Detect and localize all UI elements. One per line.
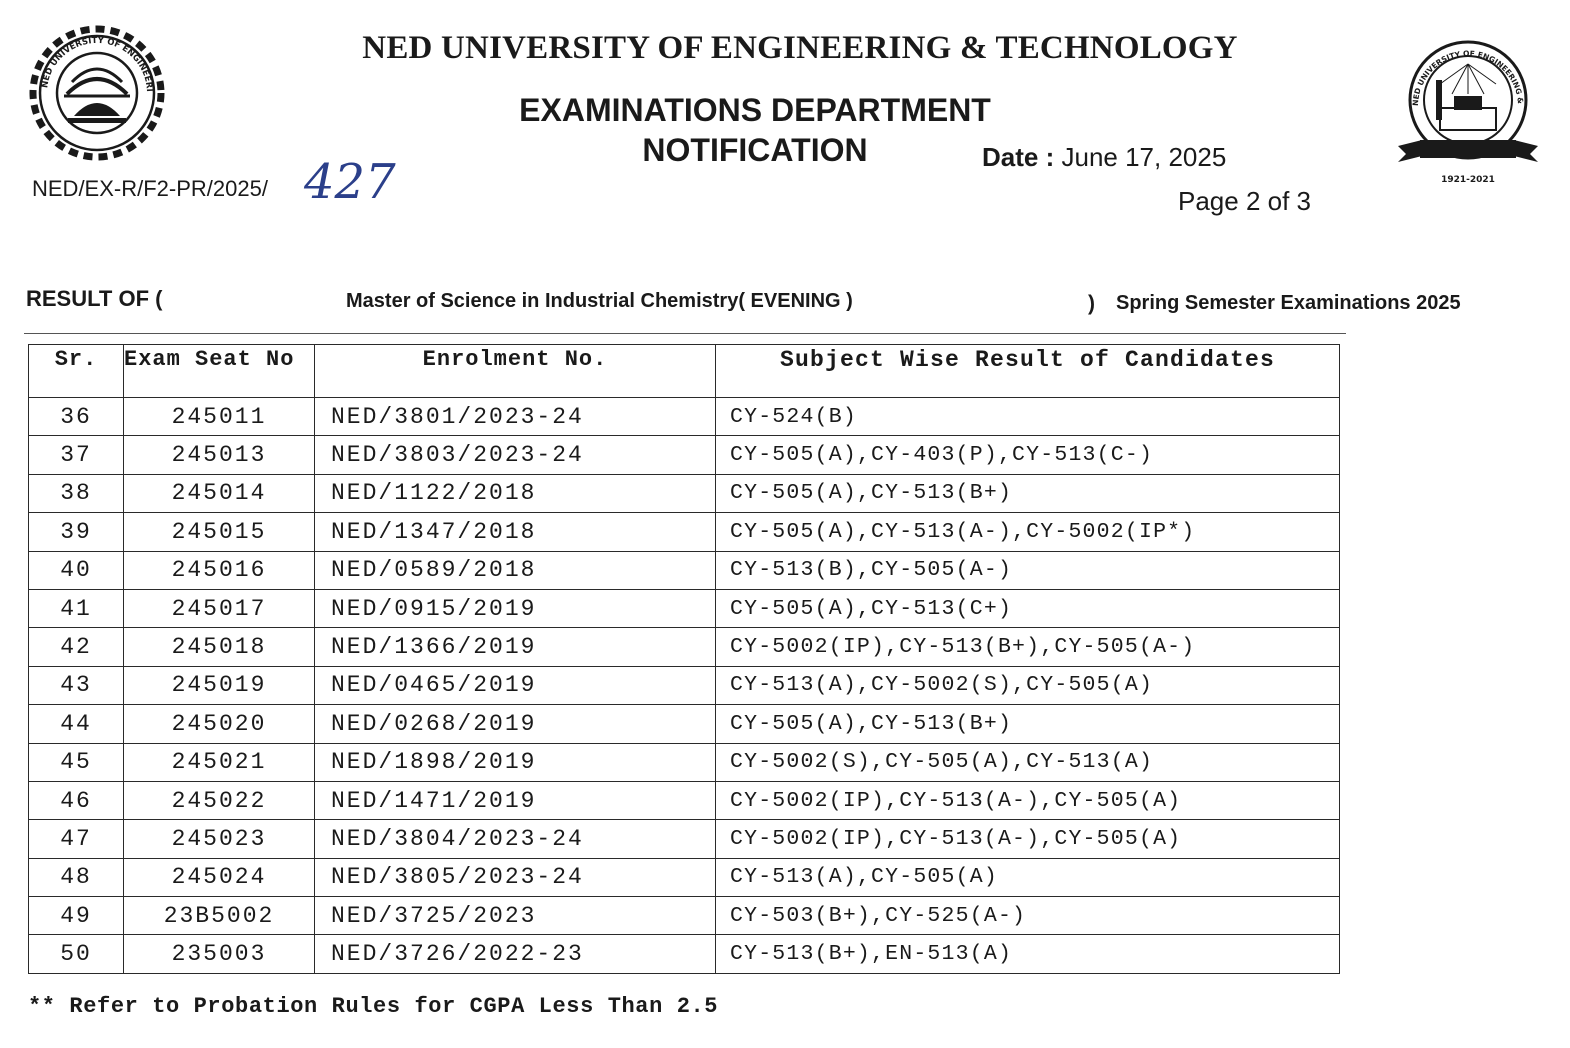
exam-session: Spring Semester Examinations 2025 xyxy=(1116,292,1461,314)
column-header-enrolment: Enrolment No. xyxy=(315,345,716,398)
reference-number-handwritten: 427 xyxy=(304,154,396,210)
cell-result: CY-513(B+),EN-513(A) xyxy=(716,935,1340,973)
table-row xyxy=(29,474,1340,512)
result-label: RESULT OF ( xyxy=(26,286,163,311)
cell-result: CY-5002(IP),CY-513(A-),CY-505(A) xyxy=(716,820,1340,858)
cell-result: CY-513(B),CY-505(A-) xyxy=(716,551,1340,589)
cell-seat-no: 245019 xyxy=(124,666,315,704)
cell-enrolment: NED/3726/2022-23 xyxy=(315,935,716,973)
cell-result: CY-505(A),CY-513(A-),CY-5002(IP*) xyxy=(716,513,1340,551)
cell-seat-no: 245016 xyxy=(124,551,315,589)
cell-seat-no: 23B5002 xyxy=(124,897,315,935)
cell-result: CY-5002(IP),CY-513(B+),CY-505(A-) xyxy=(716,628,1340,666)
cell-seat-no: 235003 xyxy=(124,935,315,973)
cell-sr: 46 xyxy=(29,781,124,819)
column-header-result: Subject Wise Result of Candidates xyxy=(716,345,1340,398)
table-body xyxy=(29,398,1340,974)
results-table xyxy=(28,344,1340,974)
cell-result: CY-505(A),CY-403(P),CY-513(C-) xyxy=(716,436,1340,474)
column-header-sr: Sr. xyxy=(29,345,124,398)
university-name: NED UNIVERSITY OF ENGINEERING & TECHNOLOGY xyxy=(362,30,1238,66)
cell-enrolment: NED/1122/2018 xyxy=(315,474,716,512)
table-row xyxy=(29,666,1340,704)
cell-seat-no: 245013 xyxy=(124,436,315,474)
cell-seat-no: 245024 xyxy=(124,858,315,896)
table-row xyxy=(29,858,1340,896)
cell-seat-no: 245014 xyxy=(124,474,315,512)
table-row xyxy=(29,781,1340,819)
svg-text:NED UNIVERSITY OF ENGINEERING: NED UNIVERSITY OF ENGINEERI xyxy=(40,35,155,93)
table-row xyxy=(29,589,1340,627)
cell-enrolment: NED/3725/2023 xyxy=(315,897,716,935)
cell-seat-no: 245022 xyxy=(124,781,315,819)
cell-sr: 36 xyxy=(29,398,124,436)
cell-result: CY-513(A),CY-505(A) xyxy=(716,858,1340,896)
cell-sr: 39 xyxy=(29,513,124,551)
cell-enrolment: NED/0465/2019 xyxy=(315,666,716,704)
cell-enrolment: NED/0268/2019 xyxy=(315,705,716,743)
table-row xyxy=(29,820,1340,858)
cell-result: CY-5002(IP),CY-513(A-),CY-505(A) xyxy=(716,781,1340,819)
table-row xyxy=(29,628,1340,666)
cell-enrolment: NED/3804/2023-24 xyxy=(315,820,716,858)
cell-enrolment: NED/1366/2019 xyxy=(315,628,716,666)
cell-sr: 42 xyxy=(29,628,124,666)
column-header-seat-no: Exam Seat No xyxy=(124,345,315,398)
program-name: Master of Science in Industrial Chemistry( EVENING ) xyxy=(346,290,853,312)
cell-result: CY-503(B+),CY-525(A-) xyxy=(716,897,1340,935)
table-row xyxy=(29,398,1340,436)
cell-sr: 49 xyxy=(29,897,124,935)
cell-result: CY-524(B) xyxy=(716,398,1340,436)
svg-text:1921-2021: 1921-2021 xyxy=(1441,175,1495,185)
department-title: EXAMINATIONS DEPARTMENT xyxy=(519,92,991,128)
document-type: NOTIFICATION xyxy=(642,132,868,168)
cell-enrolment: NED/1471/2019 xyxy=(315,781,716,819)
cell-sr: 44 xyxy=(29,705,124,743)
svg-text:NED UNIVERSITY OF ENGINEERING: NED UNIVERSITY OF ENGINEERING & xyxy=(1410,48,1526,107)
cell-enrolment: NED/1347/2018 xyxy=(315,513,716,551)
table-row xyxy=(29,935,1340,973)
table-row xyxy=(29,743,1340,781)
heading-divider xyxy=(24,333,1346,334)
probation-footnote: ** Refer to Probation Rules for CGPA Less Than 2.5 xyxy=(28,994,719,1019)
cell-enrolment: NED/1898/2019 xyxy=(315,743,716,781)
cell-sr: 43 xyxy=(29,666,124,704)
result-close-paren: ) xyxy=(1088,292,1095,315)
cell-result: CY-505(A),CY-513(B+) xyxy=(716,474,1340,512)
cell-enrolment: NED/3805/2023-24 xyxy=(315,858,716,896)
cell-sr: 47 xyxy=(29,820,124,858)
table-row xyxy=(29,436,1340,474)
cell-seat-no: 245011 xyxy=(124,398,315,436)
centenary-seal-icon xyxy=(1392,36,1544,188)
cell-sr: 38 xyxy=(29,474,124,512)
cell-seat-no: 245018 xyxy=(124,628,315,666)
cell-seat-no: 245023 xyxy=(124,820,315,858)
date-value: June 17, 2025 xyxy=(1061,142,1227,172)
ned-university-emblem-icon xyxy=(22,24,172,162)
table-row xyxy=(29,513,1340,551)
date-line xyxy=(982,142,1226,173)
cell-sr: 40 xyxy=(29,551,124,589)
reference-prefix: NED/EX-R/F2-PR/2025/ xyxy=(32,176,268,201)
table-row xyxy=(29,705,1340,743)
cell-seat-no: 245021 xyxy=(124,743,315,781)
cell-result: CY-5002(S),CY-505(A),CY-513(A) xyxy=(716,743,1340,781)
table-row xyxy=(29,897,1340,935)
cell-result: CY-513(A),CY-5002(S),CY-505(A) xyxy=(716,666,1340,704)
cell-enrolment: NED/0915/2019 xyxy=(315,589,716,627)
cell-seat-no: 245017 xyxy=(124,589,315,627)
cell-seat-no: 245015 xyxy=(124,513,315,551)
cell-enrolment: NED/0589/2018 xyxy=(315,551,716,589)
cell-enrolment: NED/3803/2023-24 xyxy=(315,436,716,474)
cell-result: CY-505(A),CY-513(B+) xyxy=(716,705,1340,743)
cell-sr: 41 xyxy=(29,589,124,627)
cell-sr: 50 xyxy=(29,935,124,973)
cell-sr: 48 xyxy=(29,858,124,896)
cell-sr: 37 xyxy=(29,436,124,474)
cell-sr: 45 xyxy=(29,743,124,781)
table-row xyxy=(29,551,1340,589)
page-indicator: Page 2 of 3 xyxy=(1178,186,1311,216)
cell-enrolment: NED/3801/2023-24 xyxy=(315,398,716,436)
date-label: Date : xyxy=(982,142,1055,172)
cell-result: CY-505(A),CY-513(C+) xyxy=(716,589,1340,627)
table-header-row xyxy=(29,345,1340,398)
cell-seat-no: 245020 xyxy=(124,705,315,743)
